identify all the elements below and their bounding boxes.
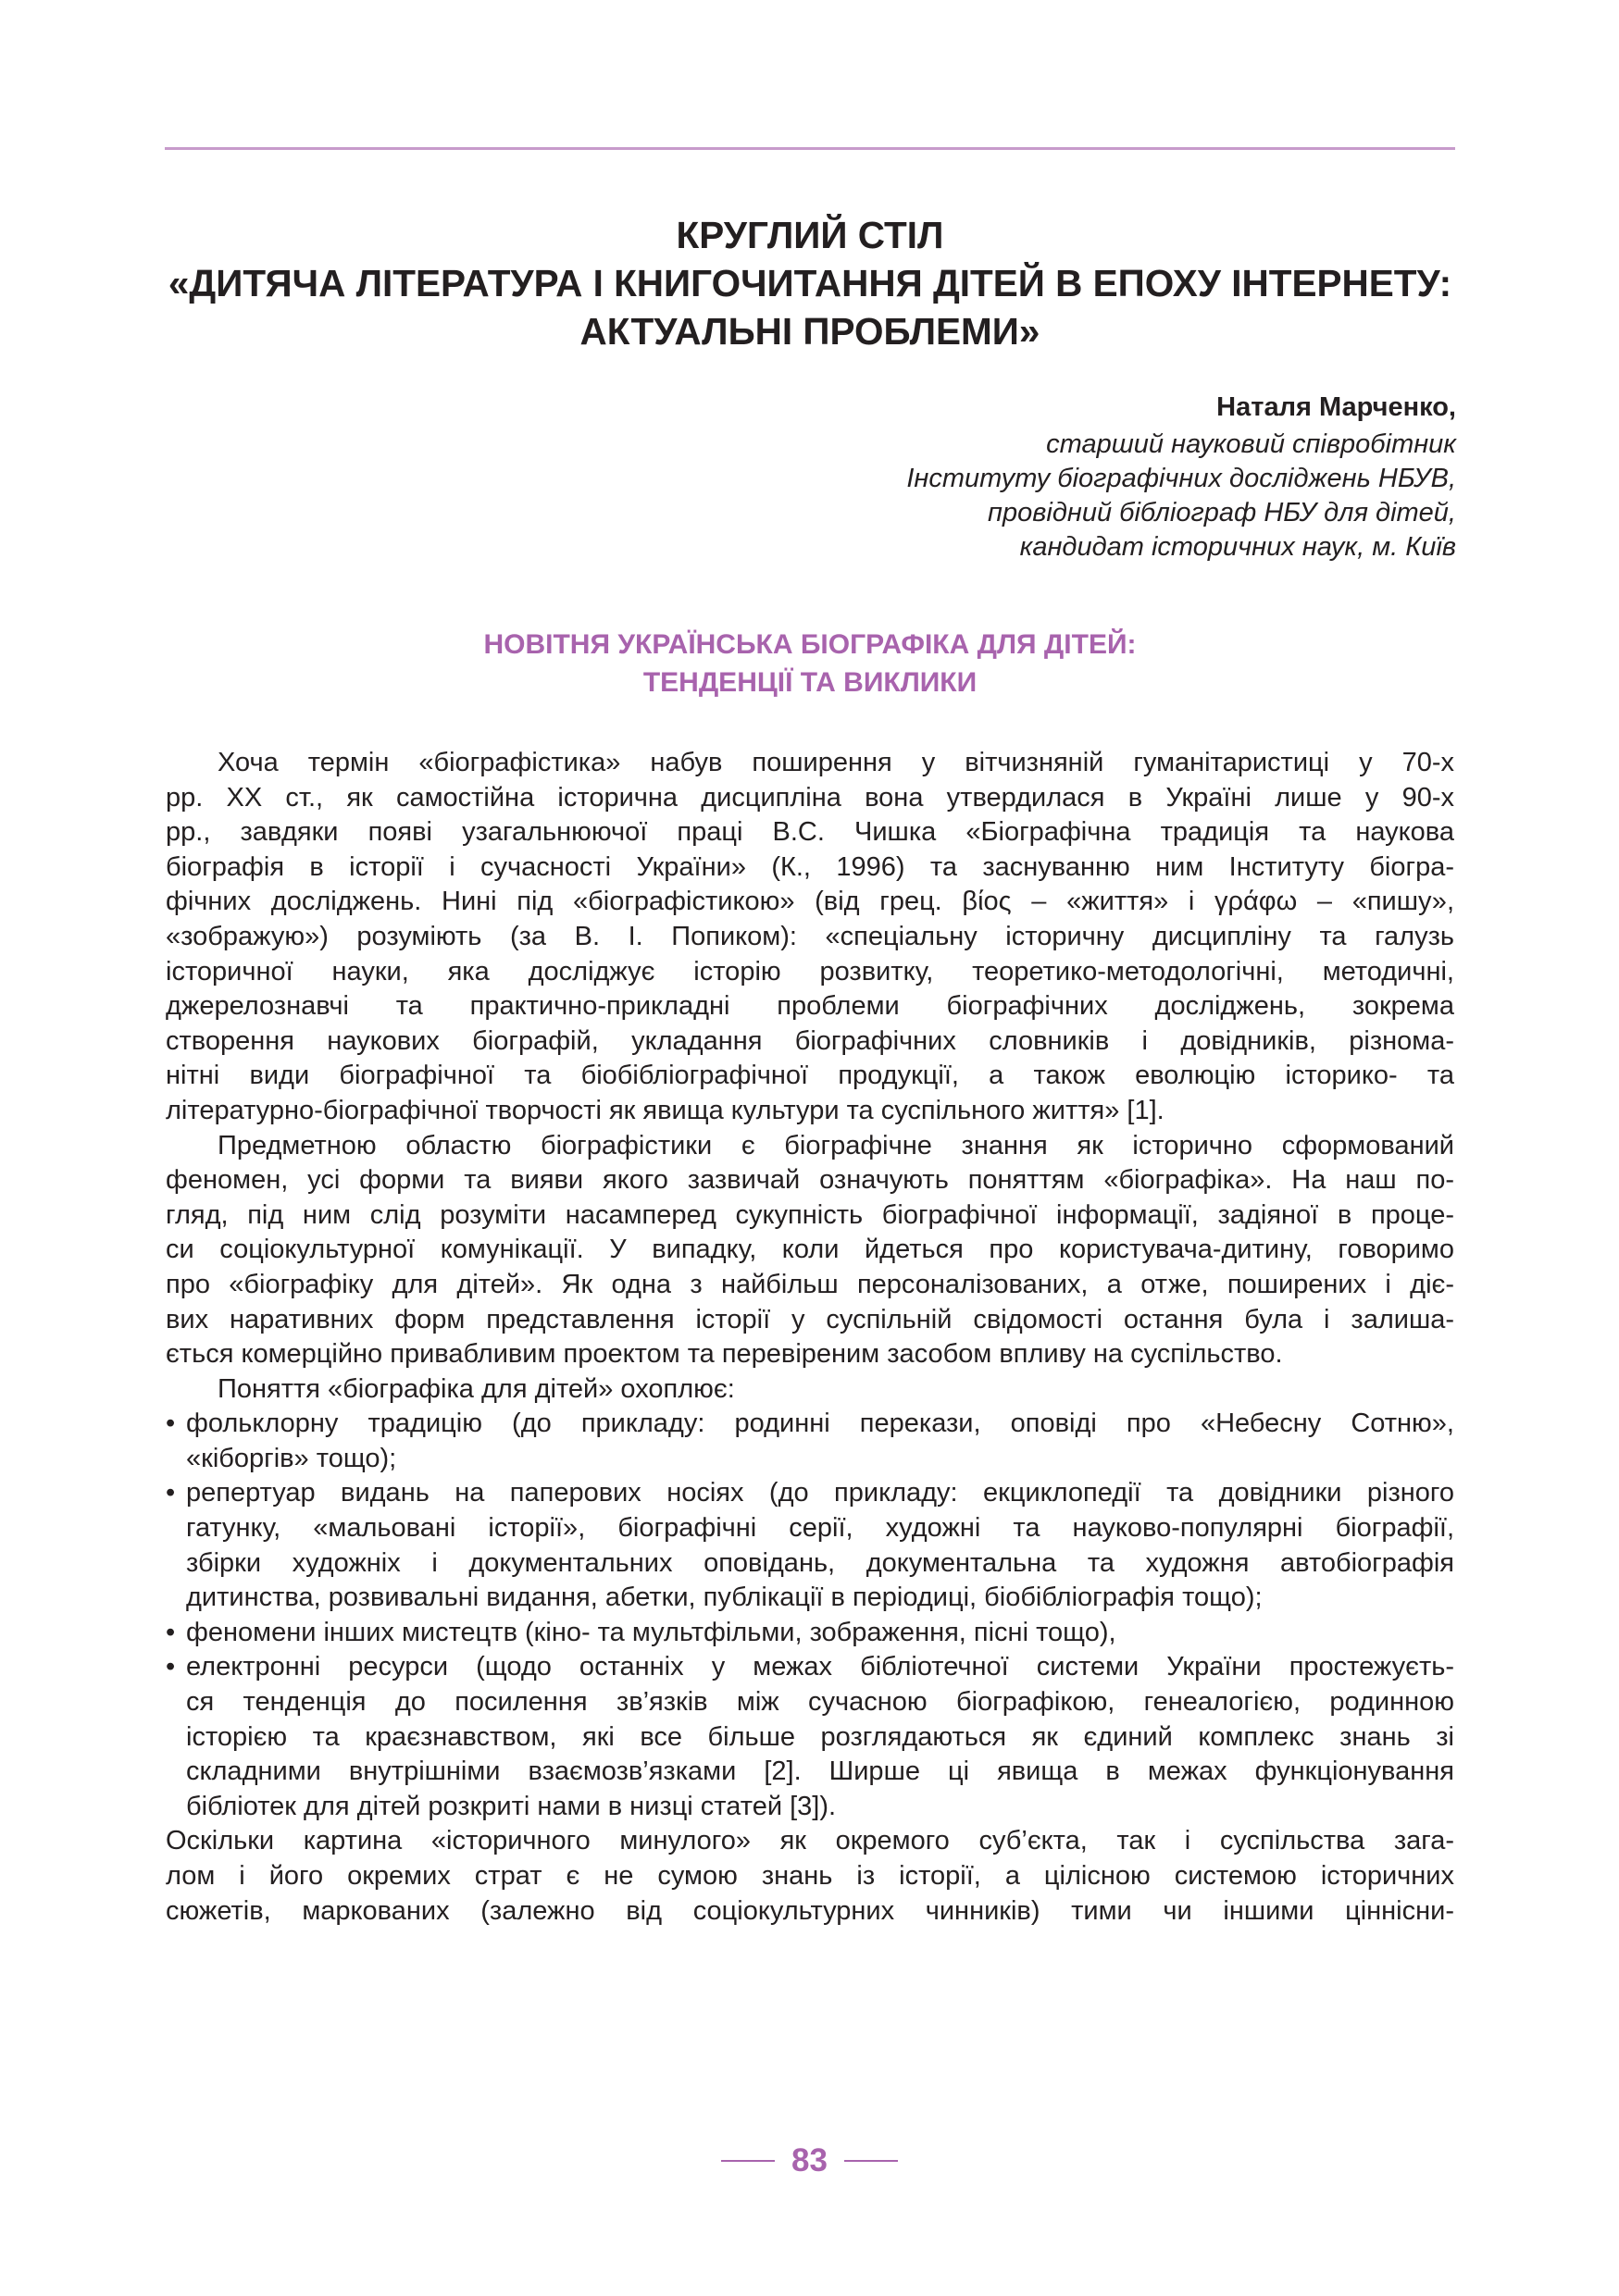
title-line: АКТУАЛЬНІ ПРОБЛЕМИ»	[579, 310, 1040, 353]
page-title	[139, 211, 1481, 355]
list-item	[166, 1407, 1454, 1476]
text-line: бібліотек для дітей розкриті нами в низці статей [3]).	[186, 1791, 837, 1821]
text-line: рр., завдяки появі узагальнюючої праці В.С. Чишка «Біографічна традиція та наукова	[166, 817, 1454, 848]
author-affiliation-line: Інституту біографічних досліджень НБУВ,	[906, 464, 1456, 493]
text-line: феномени інших мистецтв (кіно- та мультфільми, зображення, пісні тощо),	[186, 1617, 1116, 1647]
text-line: сюжетів, маркованих (залежно від соціокультурних чинників) тими чи іншими ціннісни-	[166, 1895, 1454, 1926]
text-line: збірки художніх і документальних оповідань, документальна та художня автобіографія	[186, 1547, 1454, 1578]
text-line: історичної науки, яка досліджує історію розвитку, теоретико-методологічні, методичні,	[166, 956, 1454, 987]
bullet-icon: •	[166, 1478, 176, 1508]
text-line: вих наративних форм представлення історії у суспільній свідомості остання була і залиша-	[166, 1304, 1454, 1334]
paragraph-4	[166, 1824, 1454, 1929]
page-number	[0, 2142, 1619, 2179]
list-item	[166, 1476, 1454, 1615]
text-line: репертуар видань на паперових носіях (до прикладу: екциклопедії та довідники різного	[186, 1478, 1454, 1508]
text-line: гляд, під ним слід розуміти насамперед сукупність біографічної інформації, задіяної в проце-	[166, 1199, 1454, 1230]
paragraph-2	[166, 1129, 1454, 1372]
text-line: фічних досліджень. Нині під «біографістикою» (від грец. βίος – «життя» і γράφω – «пишу»,	[166, 887, 1454, 917]
text-line: Предметною областю біографістики є біографічне знання як історично сформований	[218, 1130, 1454, 1160]
paragraph-1	[166, 746, 1454, 1129]
header-rule	[165, 147, 1455, 150]
text-line: Хоча термін «біографістика» набув поширення у вітчизняній гуманітаристиці у 70-х	[218, 748, 1454, 777]
list-item	[166, 1616, 1454, 1651]
text-line: джерелознавчі та практично-прикладні проблеми біографічних досліджень, зокрема	[166, 991, 1454, 1022]
article-body	[166, 746, 1454, 1929]
text-line: Оскільки картина «історичного минулого» як окремого суб’єкта, так і суспільства зага-	[166, 1826, 1454, 1856]
title-line: «ДИТЯЧА ЛІТЕРАТУРА І КНИГОЧИТАННЯ ДІТЕЙ В ЕПОХУ ІНТЕРНЕТУ:	[168, 262, 1452, 304]
text-line: си соціокультурної комунікації. У випадку, коли йдеться про користувача-дитину, говоримо	[166, 1235, 1454, 1265]
bullet-icon: •	[166, 1617, 176, 1647]
text-line: про «біографіку для дітей». Як одна з найбільш персоналізованих, а отже, поширених і діє-	[166, 1269, 1454, 1299]
bullet-list	[166, 1407, 1454, 1824]
text-line: створення наукових біографій, укладання біографічних словників і довідників, різнома-	[166, 1025, 1454, 1056]
text-line: дитинства, розвивальні видання, абетки, публікації в періодиці, біобібліографія тощо);	[186, 1582, 1263, 1613]
bullet-icon: •	[166, 1652, 176, 1682]
article-title-line: ТЕНДЕНЦІЇ ТА ВИКЛИКИ	[642, 667, 978, 698]
author-name: Наталя Марченко,	[1216, 392, 1456, 422]
text-line: історією та краєзнавством, які все більше розглядаються як єдиний комплекс знань зі	[186, 1721, 1454, 1752]
author-affiliation-line: старший науковий співробітник	[1046, 429, 1456, 459]
article-title-line: НОВІТНЯ УКРАЇНСЬКА БІОГРАФІКА ДЛЯ ДІТЕЙ:	[483, 629, 1137, 660]
text-line: складними внутрішніми взаємозв’язками [2]. Ширше ці явища в межах функціонування	[186, 1756, 1454, 1787]
text-line: рр. XX ст., як самостійна історична дисципліна вона утвердилася в Україні лише у 90-х	[166, 782, 1454, 813]
text-line: Поняття «біографіка для дітей» охоплює:	[218, 1373, 735, 1404]
list-item	[166, 1650, 1454, 1824]
author-block	[906, 391, 1456, 565]
text-line: ся тенденція до посилення зв’язків між сучасною біографікою, генеалогією, родинною	[186, 1687, 1454, 1718]
text-line: фольклорну традицію (до прикладу: родинні перекази, оповіді про «Небесну Сотню»,	[186, 1409, 1454, 1439]
paragraph-3	[166, 1372, 1454, 1408]
text-line: ється комерційно привабливим проектом та перевіреним засобом впливу на суспільство.	[166, 1339, 1283, 1370]
author-affiliation-line: провідний бібліограф НБУ для дітей,	[988, 498, 1456, 527]
title-line: КРУГЛИЙ СТІЛ	[676, 214, 944, 256]
text-line: лом і його окремих страт є не сумою знань із історії, а цілісною системою історичних	[166, 1861, 1454, 1891]
text-line: феномен, усі форми та вияви якого зазвичай означують поняттям «біографіка». На наш по-	[166, 1165, 1454, 1196]
page-number-rule-right	[844, 2160, 898, 2162]
article-title	[139, 626, 1481, 701]
text-line: нітні види біографічної та біобібліографічної продукції, а також еволюцію історико- та	[166, 1061, 1454, 1091]
text-line: біографія в історії і сучасності України» (К., 1996) та заснуванню ним Інституту біогра-	[166, 851, 1454, 882]
author-affiliation-line: кандидат історичних наук, м. Київ	[1019, 532, 1456, 562]
text-line: літературно-біографічної творчості як явища культури та суспільного життя» [1].	[166, 1095, 1164, 1125]
text-line: гатунку, «мальовані історії», біографічні серії, художні та науково-популярні біографії,	[186, 1513, 1454, 1544]
text-line: «кіборгів» тощо);	[186, 1443, 397, 1473]
text-line: електронні ресурси (щодо останніх у межах бібліотечної системи України простежуєть-	[186, 1652, 1454, 1682]
page-number-rule-left	[721, 2160, 775, 2162]
bullet-icon: •	[166, 1409, 176, 1439]
page-number-value: 83	[791, 2142, 828, 2178]
text-line: «зображую») розуміють (за В. І. Попиком): «спеціальну історичну дисципліну та галузь	[166, 921, 1454, 951]
